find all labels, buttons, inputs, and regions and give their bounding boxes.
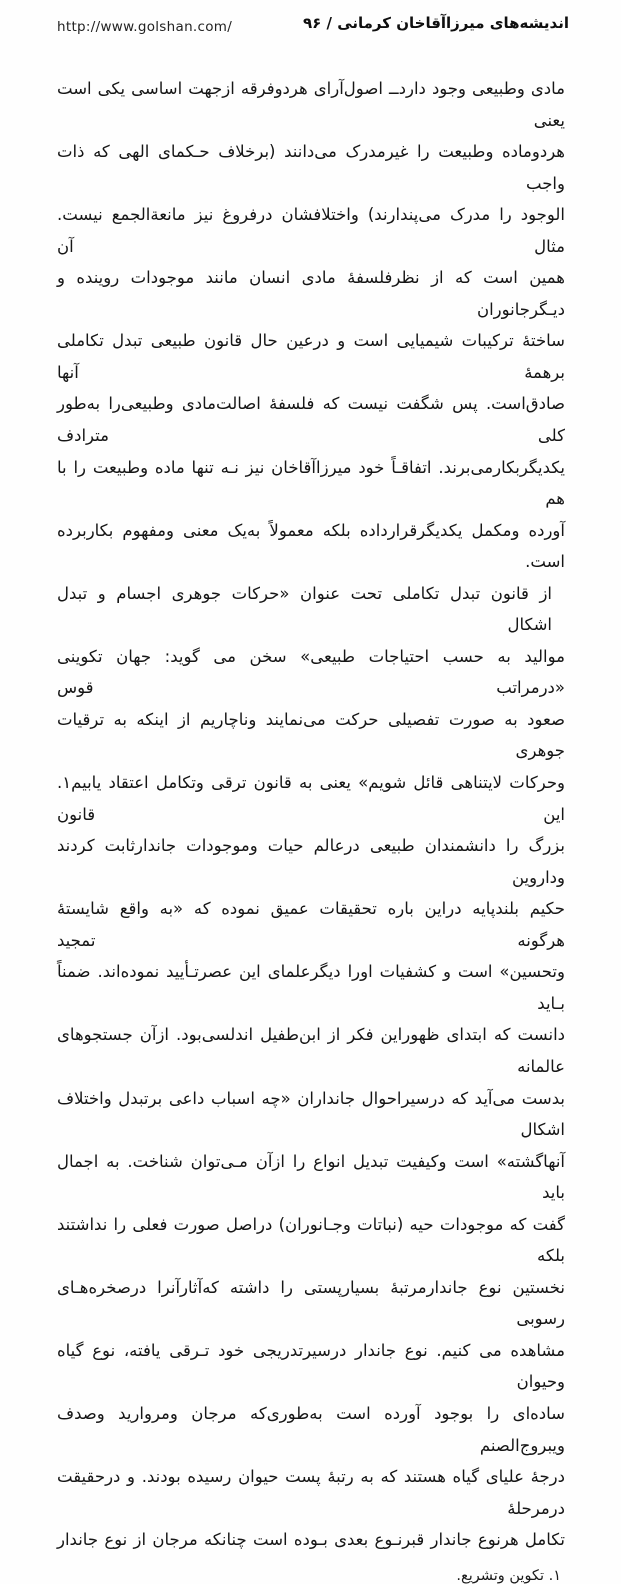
paragraph bbox=[57, 73, 565, 578]
text-line: موالید به حسب احتیاجات طبیعی» سخن می گوید: جهان تکوینی «درمراتب قوس bbox=[57, 646, 565, 698]
text-line: گفت که موجودات حیه (نباتات وجـانوران) دراصل صورت فعلی را نداشتند بلکه bbox=[57, 1214, 565, 1266]
text-line: یکدیگربکارمی‌برند. اتفاقـاً خود میرزاآقاخان نیز نـه تنها ماده وطبیعت را با هم bbox=[57, 457, 565, 509]
text-line: مادی وطبیعی وجود داردــ اصول‌آرای هردوفرقه ازجهت اساسی یکی است یعنی bbox=[57, 79, 565, 130]
text-line: صعود به صورت تفصیلی حرکت می‌نمایند وناچاریم از اینکه به ترقیات جوهری bbox=[57, 709, 565, 761]
source-url-text: http://www.golshan.com/ bbox=[57, 19, 233, 35]
text-line: آورده ومکمل یکدیگرقرارداده بلکه معمولاً به‌یک معنی ومفهوم بکاربرده است. bbox=[57, 520, 565, 572]
text-line: هردوماده وطبیعت را غیرمدرک می‌دانند (برخلاف حـکمای الهی که ذات واجب‌ bbox=[57, 142, 565, 193]
text-line: وحرکات لایتناهی قائل شویم» یعنی به قانون ترقی وتکامل اعتقاد یابیم۱. این قانون bbox=[57, 773, 565, 824]
text-line: تکامل هرنوع جاندار قبرنـوع بعدی بـوده است چنانکه مرجان از نوع جاندار bbox=[57, 1530, 565, 1550]
text-line: وتحسین» است و کشفیات اورا دیگرعلمای این عصرتـأیید نموده‌اند. ضمناً بـاید bbox=[57, 962, 565, 1013]
text-line: نخستین نوع جاندارمرتبهٔ بسیارپستی را داشته که‌آثارآنرا درصخره‌هـای رسوبی bbox=[57, 1277, 565, 1329]
text-line: دانست که ابتدای ظهوراین فکر از ابن‌طفیل اندلسی‌بود. ازآن جستجوهای عالمانه bbox=[57, 1025, 565, 1076]
footnote: ۱. تکوین وتشریع. bbox=[456, 1567, 561, 1584]
page-header bbox=[57, 12, 569, 35]
text-line: درجهٔ علیای گیاه هستند که به رتبهٔ پست حیوان رسیده بودند. و درحقیقت درمرحلهٔ bbox=[57, 1467, 565, 1518]
text-line: ساده‌ای را بوجود آورده است به‌طوری‌که مرجان ومروارید وصدف ویبروج‌الصنم bbox=[57, 1403, 565, 1455]
text-line: الوجود را مدرک می‌پندارند) واختلافشان درفروغ نیز مانعةالجمع نیست. مثال آن bbox=[57, 205, 565, 256]
paragraph bbox=[57, 578, 565, 1556]
text-line: از قانون تبدل تکاملی تحت عنوان «حرکات جوهری اجسام و تبدل اشکال bbox=[57, 583, 552, 635]
text-line: مشاهده می کنیم. نوع جاندار درسیرتدریجی خود تـرقی یافته، نوع گیاه وحیوان bbox=[57, 1340, 565, 1392]
body-text-block bbox=[57, 73, 565, 1584]
text-line: همین است که از نظرفلسفهٔ مادی انسان مانند موجودات روینده و دیـگرجانوران bbox=[57, 268, 565, 319]
text-line: ساختهٔ ترکیبات شیمیایی است و درعین حال قانون طبیعی تبدل تکاملی برهمهٔ آنها bbox=[57, 331, 565, 382]
text-line: بدست می‌آید که درسیراحوال جانداران «چه اسباب داعی برتبدل واختلاف اشکال bbox=[57, 1088, 565, 1140]
running-head-title: اندیشه‌های میرزاآقاخان کرمانی / ۹۶ bbox=[302, 14, 569, 32]
text-line: صادق‌است. پس شگفت نیست که فلسفهٔ اصالت‌مادی وطبیعی‌را به‌طور کلی مترادف bbox=[57, 394, 565, 446]
text-line: آنهاگشته» است وکیفیت تبدیل انواع را ازآن مـی‌توان شناخت. به اجمال باید bbox=[57, 1151, 565, 1203]
text-line: بزرگ را دانشمندان طبیعی درعالم حیات وموجودات جاندارثابت کردند وداروین bbox=[57, 836, 565, 887]
text-line: حکیم بلندپایه دراین باره تحقیقات عمیق نموده که «به واقع شایستهٔ هرگونه تمجید bbox=[57, 899, 565, 950]
